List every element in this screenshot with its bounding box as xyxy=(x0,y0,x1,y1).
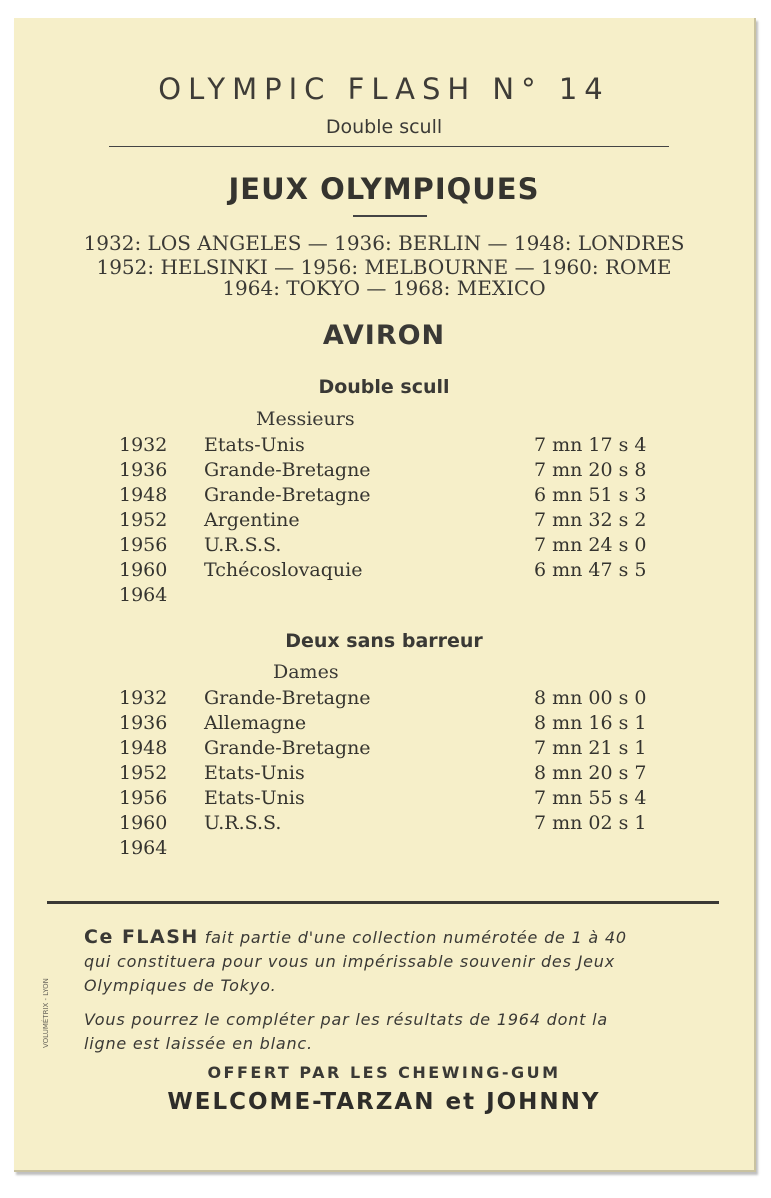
result-year: 1936 xyxy=(119,712,168,734)
result-country: Tchécoslovaquie xyxy=(204,559,363,581)
result-row xyxy=(14,812,754,836)
result-row xyxy=(14,509,754,533)
hosts-line-3: 1964: TOKYO — 1968: MEXICO xyxy=(222,276,546,300)
printer-imprint: VOLUMÉTRIX - LYON xyxy=(42,978,50,1048)
card-title: OLYMPIC FLASH N° 14 xyxy=(158,72,610,106)
result-row xyxy=(14,737,754,761)
flash-card xyxy=(14,18,756,1172)
result-time: 7 mn 24 s 0 xyxy=(534,534,647,556)
result-country: U.R.S.S. xyxy=(204,812,282,834)
result-country: Grande-Bretagne xyxy=(204,687,371,709)
result-year: 1932 xyxy=(119,687,168,709)
complete-note-line-2: ligne est laissée en blanc. xyxy=(84,1034,313,1053)
result-row xyxy=(14,687,754,711)
footer-divider xyxy=(47,901,719,904)
result-country: U.R.S.S. xyxy=(204,534,282,556)
games-underline xyxy=(353,215,427,217)
hosts-line-1: 1932: LOS ANGELES — 1936: BERLIN — 1948: LONDRES xyxy=(83,231,685,255)
result-country: Etats-Unis xyxy=(204,434,305,456)
result-year: 1964 xyxy=(119,837,168,859)
result-year: 1936 xyxy=(119,459,168,481)
result-year: 1932 xyxy=(119,434,168,456)
result-country: Allemagne xyxy=(204,712,307,734)
collection-note xyxy=(84,925,704,998)
result-country: Etats-Unis xyxy=(204,762,305,784)
result-year: 1960 xyxy=(119,559,168,581)
result-row xyxy=(14,559,754,583)
result-country: Grande-Bretagne xyxy=(204,737,371,759)
result-time: 8 mn 00 s 0 xyxy=(534,687,647,709)
result-year: 1952 xyxy=(119,509,168,531)
title-divider xyxy=(109,146,669,147)
result-country: Grande-Bretagne xyxy=(204,459,371,481)
result-year: 1948 xyxy=(119,737,168,759)
result-row xyxy=(14,584,754,608)
result-time: 7 mn 55 s 4 xyxy=(534,787,647,809)
result-time: 7 mn 32 s 2 xyxy=(534,509,647,531)
result-row xyxy=(14,712,754,736)
result-row xyxy=(14,459,754,483)
result-time: 6 mn 51 s 3 xyxy=(534,484,647,506)
event-2-category: Dames xyxy=(273,661,339,683)
offered-by: OFFERT PAR LES CHEWING-GUM xyxy=(207,1063,561,1082)
collection-note-line-2: qui constituera pour vous un impérissable souvenir des Jeux xyxy=(84,952,615,971)
result-year: 1948 xyxy=(119,484,168,506)
collection-note-line-3: Olympiques de Tokyo. xyxy=(84,976,277,995)
result-time: 6 mn 47 s 5 xyxy=(534,559,647,581)
result-row xyxy=(14,434,754,458)
result-time: 7 mn 20 s 8 xyxy=(534,459,647,481)
result-country: Argentine xyxy=(204,509,300,531)
games-heading: JEUX OLYMPIQUES xyxy=(228,172,540,206)
complete-note-line-1: Vous pourrez le compléter par les résultats de 1964 dont la xyxy=(84,1010,608,1029)
result-row xyxy=(14,484,754,508)
result-row xyxy=(14,762,754,786)
hosts-line-2: 1952: HELSINKI — 1956: MELBOURNE — 1960: ROME xyxy=(96,255,672,279)
result-year: 1952 xyxy=(119,762,168,784)
flash-word: Ce FLASH xyxy=(84,926,199,948)
event-2-title: Deux sans barreur xyxy=(285,630,483,652)
sport-heading: AVIRON xyxy=(322,320,446,351)
result-row xyxy=(14,787,754,811)
card-subtitle: Double scull xyxy=(325,116,443,138)
result-year: 1956 xyxy=(119,534,168,556)
result-year: 1956 xyxy=(119,787,168,809)
result-time: 7 mn 02 s 1 xyxy=(534,812,647,834)
sponsor-name: WELCOME-TARZAN et JOHNNY xyxy=(167,1089,601,1115)
result-country: Grande-Bretagne xyxy=(204,484,371,506)
collection-note-line-1: fait partie d'une collection numérotée de 1 à 40 xyxy=(198,928,627,947)
result-time: 8 mn 20 s 7 xyxy=(534,762,647,784)
result-row xyxy=(14,534,754,558)
result-year: 1964 xyxy=(119,584,168,606)
result-time: 7 mn 17 s 4 xyxy=(534,434,647,456)
event-1-title: Double scull xyxy=(318,376,450,398)
complete-note xyxy=(84,1008,704,1056)
result-country: Etats-Unis xyxy=(204,787,305,809)
result-row xyxy=(14,837,754,861)
result-year: 1960 xyxy=(119,812,168,834)
result-time: 7 mn 21 s 1 xyxy=(534,737,647,759)
result-time: 8 mn 16 s 1 xyxy=(534,712,647,734)
event-1-category: Messieurs xyxy=(256,408,355,430)
